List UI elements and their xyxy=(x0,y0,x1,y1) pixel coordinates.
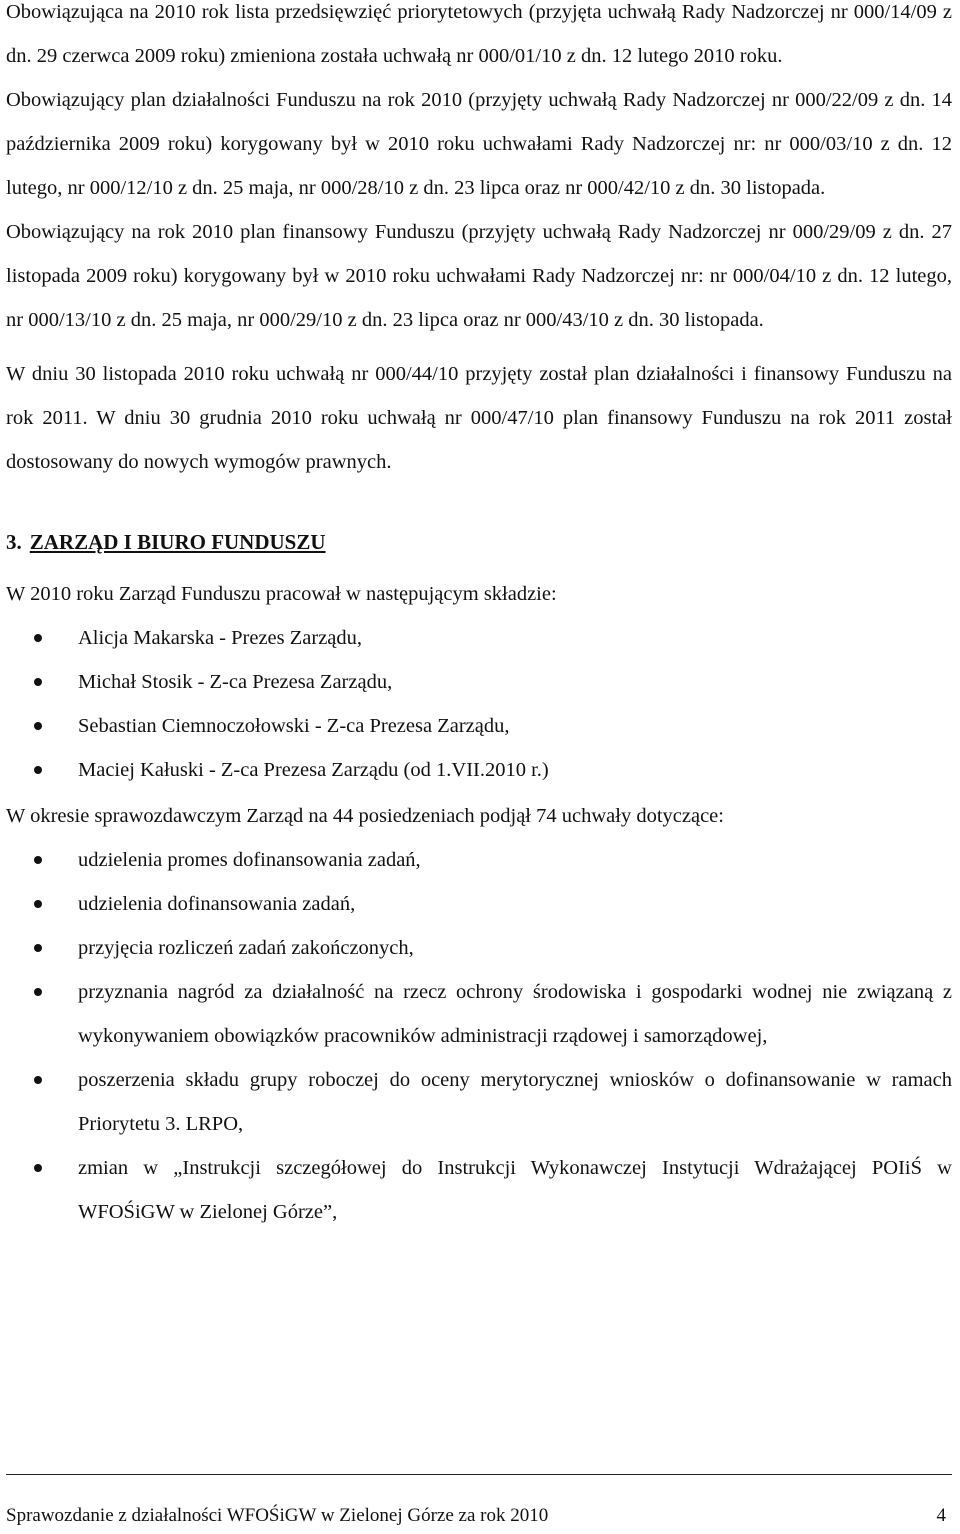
paragraph-plan-2011: W dniu 30 listopada 2010 roku uchwałą nr 000/44/10 przyjęty został plan działalności i finansowy Funduszu na rok 2011. W dniu 30 grudnia 2010 roku uchwałą nr 000/47/10 plan finansowy Funduszu na rok 2011 został dostosowany do nowych wymogów prawnych. xyxy=(6,363,952,473)
list-item: Maciej Kałuski - Z-ca Prezesa Zarządu (od 1.VII.2010 r.) xyxy=(6,748,952,792)
list-item: udzielenia dofinansowania zadań, xyxy=(6,882,952,926)
list-item: udzielenia promes dofinansowania zadań, xyxy=(6,838,952,882)
page-footer xyxy=(6,1505,946,1527)
document-page xyxy=(6,0,952,1234)
list-item: przyznania nagród za działalność na rzecz ochrony środowiska i gospodarki wodnej nie związaną z wykonywaniem obowiązków pracowników administracji rządowej i samorządowej, xyxy=(6,970,952,1058)
bullet-icon xyxy=(34,988,42,996)
list-item: zmian w „Instrukcji szczegółowej do Instrukcji Wykonawczej Instytucji Wdrażającej POIiŚ w WFOŚiGW w Zielonej Górze”, xyxy=(6,1146,952,1234)
bullet-icon xyxy=(34,944,42,952)
section-heading xyxy=(6,520,952,564)
page-number: 4 xyxy=(936,1505,946,1526)
resolutions-list xyxy=(6,838,952,1234)
section-number: 3. xyxy=(6,530,22,554)
resolutions-intro: W okresie sprawozdawczym Zarząd na 44 posiedzeniach podjął 74 uchwały dotyczące: xyxy=(6,805,724,827)
bullet-icon xyxy=(34,766,42,774)
list-item: Alicja Makarska - Prezes Zarządu, xyxy=(6,616,952,660)
bullet-icon xyxy=(34,722,42,730)
paragraph-priority-list: Obowiązująca na 2010 rok lista przedsięwzięć priorytetowych (przyjęta uchwałą Rady Nadzorczej nr 000/14/09 z dn. 29 czerwca 2009 roku) zmieniona została uchwałą nr 000/01/10 z dn. 12 lutego 2010 roku. xyxy=(6,1,952,67)
list-item: przyjęcia rozliczeń zadań zakończonych, xyxy=(6,926,952,970)
section-title: ZARZĄD I BIURO FUNDUSZU xyxy=(29,530,326,554)
footer-divider xyxy=(6,1474,952,1475)
bullet-icon xyxy=(34,634,42,642)
board-intro: W 2010 roku Zarząd Funduszu pracował w następującym składzie: xyxy=(6,583,557,605)
bullet-icon xyxy=(34,678,42,686)
paragraph-financial-plan: Obowiązujący na rok 2010 plan finansowy Funduszu (przyjęty uchwałą Rady Nadzorczej nr 000/29/09 z dn. 27 listopada 2009 roku) korygowany był w 2010 roku uchwałami Rady Nadzorczej nr: nr 000/04/10 z dn. 12 lutego, nr 000/13/10 z dn. 25 maja, nr 000/29/10 z dn. 23 lipca oraz nr 000/43/10 z dn. 30 listopada. xyxy=(6,221,952,331)
paragraph-activity-plan: Obowiązujący plan działalności Funduszu na rok 2010 (przyjęty uchwałą Rady Nadzorczej nr 000/22/09 z dn. 14 października 2009 roku) korygowany był w 2010 roku uchwałami Rady Nadzorczej nr: nr 000/03/10 z dn. 12 lutego, nr 000/12/10 z dn. 25 maja, nr 000/28/10 z dn. 23 lipca oraz nr 000/42/10 z dn. 30 listopada. xyxy=(6,89,952,199)
bullet-icon xyxy=(34,856,42,864)
bullet-icon xyxy=(34,1164,42,1172)
list-item: Sebastian Ciemnoczołowski - Z-ca Prezesa Zarządu, xyxy=(6,704,952,748)
bullet-icon xyxy=(34,1076,42,1084)
board-members-list xyxy=(6,616,952,792)
footer-title: Sprawozdanie z działalności WFOŚiGW w Zielonej Górze za rok 2010 xyxy=(6,1505,549,1526)
bullet-icon xyxy=(34,900,42,908)
list-item: Michał Stosik - Z-ca Prezesa Zarządu, xyxy=(6,660,952,704)
list-item: poszerzenia składu grupy roboczej do oceny merytorycznej wniosków o dofinansowanie w ramach Priorytetu 3. LRPO, xyxy=(6,1058,952,1146)
